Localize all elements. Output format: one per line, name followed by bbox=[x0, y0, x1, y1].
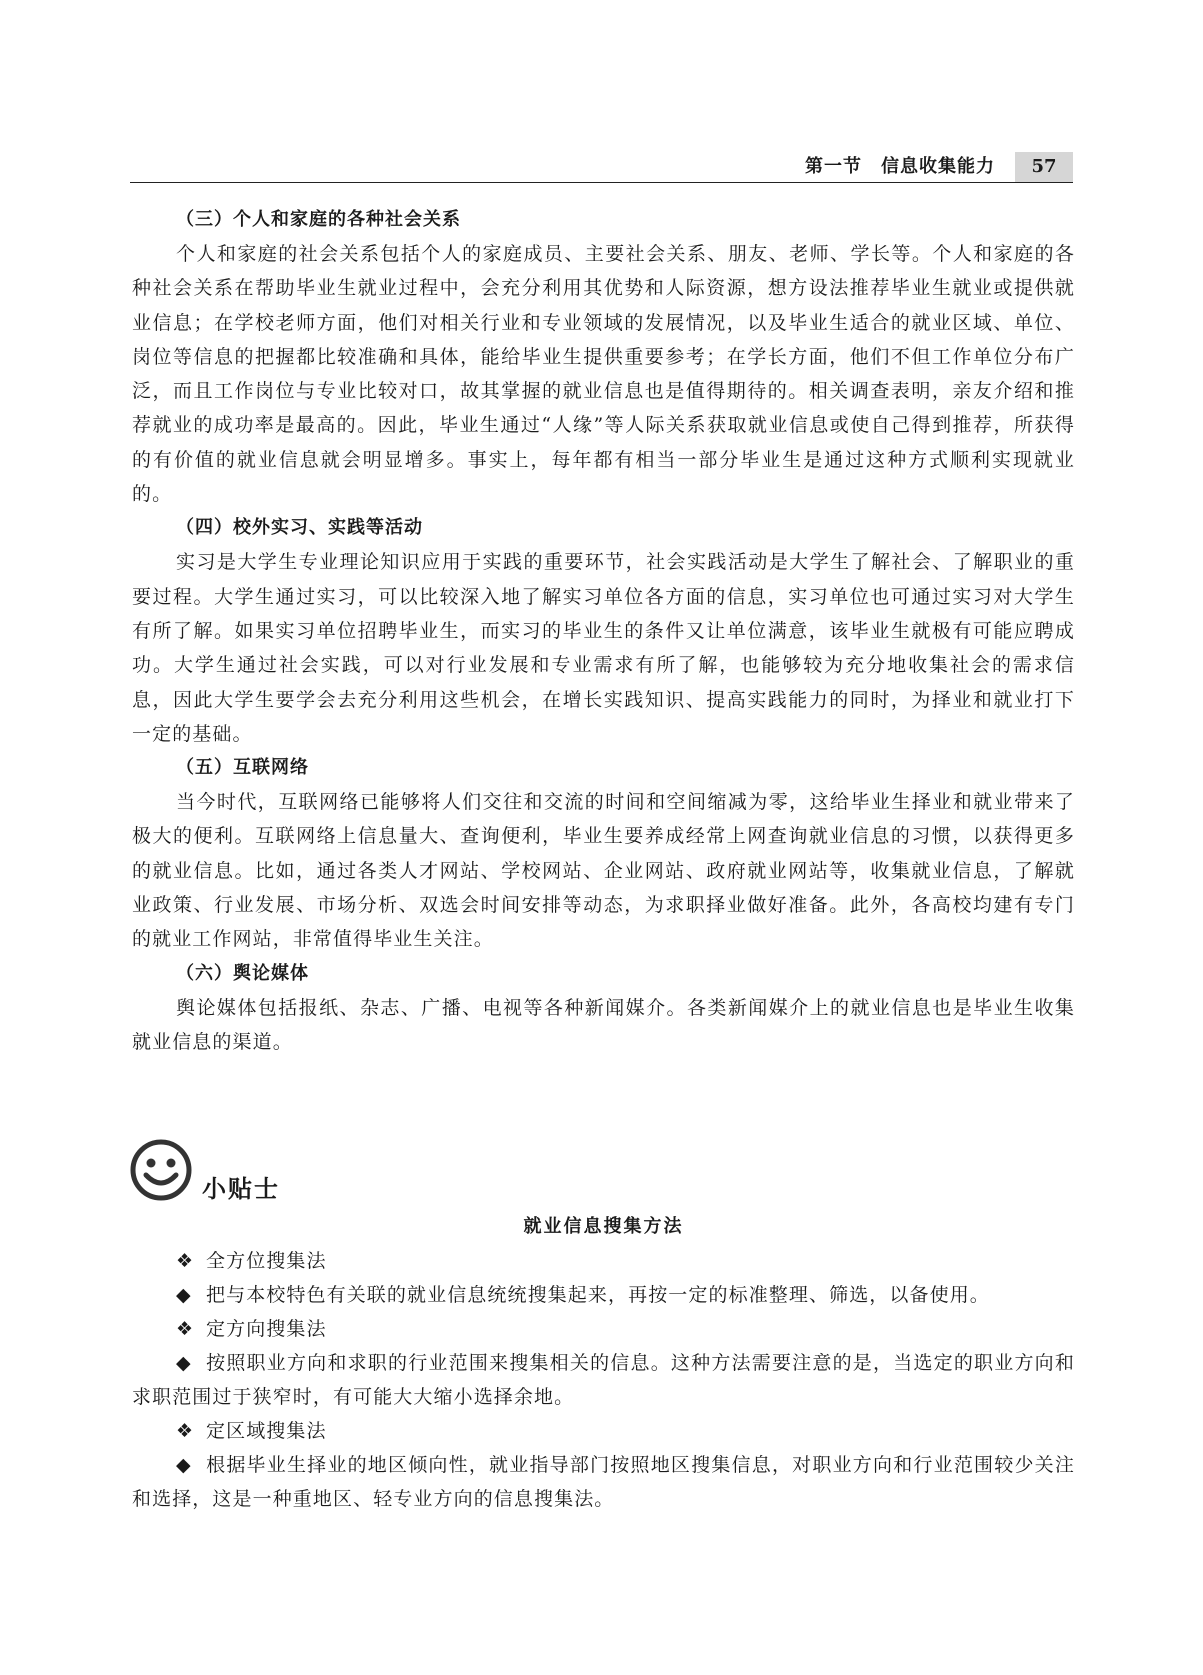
diamond-bullet-icon: ❖ bbox=[176, 1250, 195, 1272]
subsection-heading: （六）舆论媒体 bbox=[176, 962, 309, 984]
paragraph: 实习是大学生专业理论知识应用于实践的重要环节，社会实践活动是大学生了解社会、了解职业的重要过程。大学生通过实习，可以比较深入地了解实习单位各方面的信息，实习单位也可通过实习对大学生有所了解。如果实习单位招聘毕业生，而实习的毕业生的条件又让单位满意，该毕业生就极有可能应聘成功。大学生通过社会实践，可以对行业发展和专业需求有所了解，也能够较为充分地收集社会的需求信息，因此大学生要学会去充分利用这些机会，在增长实践知识、提高实践能力的同时，为择业和就业打下一定的基础。 bbox=[132, 551, 1075, 745]
tip-detail bbox=[132, 1278, 1075, 1312]
tip-method-label: 全方位搜集法 bbox=[206, 1250, 327, 1272]
tip-detail-text: 根据毕业生择业的地区倾向性，就业指导部门按照地区搜集信息，对职业方向和行业范围较少关注和选择，这是一种重地区、轻专业方向的信息搜集法。 bbox=[132, 1454, 1075, 1510]
subsection-heading: （五）互联网络 bbox=[176, 757, 309, 779]
subsection-heading: （三）个人和家庭的各种社会关系 bbox=[176, 209, 461, 230]
filled-diamond-icon: ◆ bbox=[176, 1352, 192, 1374]
page-number: 57 bbox=[1015, 152, 1073, 182]
paragraph: 个人和家庭的社会关系包括个人的家庭成员、主要社会关系、朋友、老师、学长等。个人和家庭的各种社会关系在帮助毕业生就业过程中，会充分利用其优势和人际资源，想方设法推荐毕业生就业或提供就业信息；在学校老师方面，他们对相关行业和专业领域的发展情况，以及毕业生适合的就业区域、单位、岗位等信息的把握都比较准确和具体，能给毕业生提供重要参考；在学长方面，他们不但工作单位分布广泛，而且工作岗位与专业比较对口，故其掌握的就业信息也是值得期待的。相关调查表明，亲友介绍和推荐就业的成功率是最高的。因此，毕业生通过“人缘”等人际关系获取就业信息或使自己得到推荐，所获得的有价值的就业信息就会明显增多。事实上，每年都有相当一部分毕业生是通过这种方式顺利实现就业的。 bbox=[132, 243, 1075, 506]
running-header bbox=[130, 152, 1073, 183]
tips-content bbox=[132, 1210, 1075, 1516]
tips-title: 小贴士 bbox=[202, 1175, 280, 1203]
tips-box-header bbox=[128, 1137, 428, 1207]
tip-method-label: 定方向搜集法 bbox=[206, 1318, 327, 1340]
filled-diamond-icon: ◆ bbox=[176, 1454, 192, 1476]
diamond-bullet-icon: ❖ bbox=[176, 1318, 195, 1340]
smiley-face-icon bbox=[128, 1137, 194, 1203]
tip-detail bbox=[132, 1448, 1075, 1516]
subsection-heading: （四）校外实习、实践等活动 bbox=[176, 517, 423, 539]
filled-diamond-icon: ◆ bbox=[176, 1284, 192, 1306]
paragraph: 舆论媒体包括报纸、杂志、广播、电视等各种新闻媒介。各类新闻媒介上的就业信息也是毕业生收集就业信息的渠道。 bbox=[132, 996, 1075, 1053]
tip-method bbox=[132, 1244, 1075, 1278]
tip-method bbox=[132, 1414, 1075, 1448]
tip-detail bbox=[132, 1346, 1075, 1414]
tip-detail-text: 把与本校特色有关联的就业信息统统搜集起来，再按一定的标准整理、筛选，以备使用。 bbox=[206, 1284, 990, 1306]
tip-method-label: 定区域搜集法 bbox=[206, 1420, 327, 1442]
paragraph: 当今时代，互联网络已能够将人们交往和交流的时间和空间缩减为零，这给毕业生择业和就业带来了极大的便利。互联网络上信息量大、查询便利，毕业生要养成经常上网查询就业信息的习惯，以获得更多的就业信息。比如，通过各类人才网站、学校网站、企业网站、政府就业网站等，收集就业信息，了解就业政策、行业发展、市场分析、双选会时间安排等动态，为求职择业做好准备。此外，各高校均建有专门的就业工作网站，非常值得毕业生关注。 bbox=[132, 791, 1075, 951]
diamond-bullet-icon: ❖ bbox=[176, 1420, 195, 1442]
tip-method bbox=[132, 1312, 1075, 1346]
tips-heading: 就业信息搜集方法 bbox=[523, 1216, 684, 1237]
tip-detail-text: 按照职业方向和求职的行业范围来搜集相关的信息。这种方法需要注意的是，当选定的职业方向和求职范围过于狭窄时，有可能大大缩小选择余地。 bbox=[132, 1352, 1075, 1408]
main-text bbox=[132, 203, 1075, 1059]
section-title: 第一节 信息收集能力 bbox=[805, 156, 995, 177]
